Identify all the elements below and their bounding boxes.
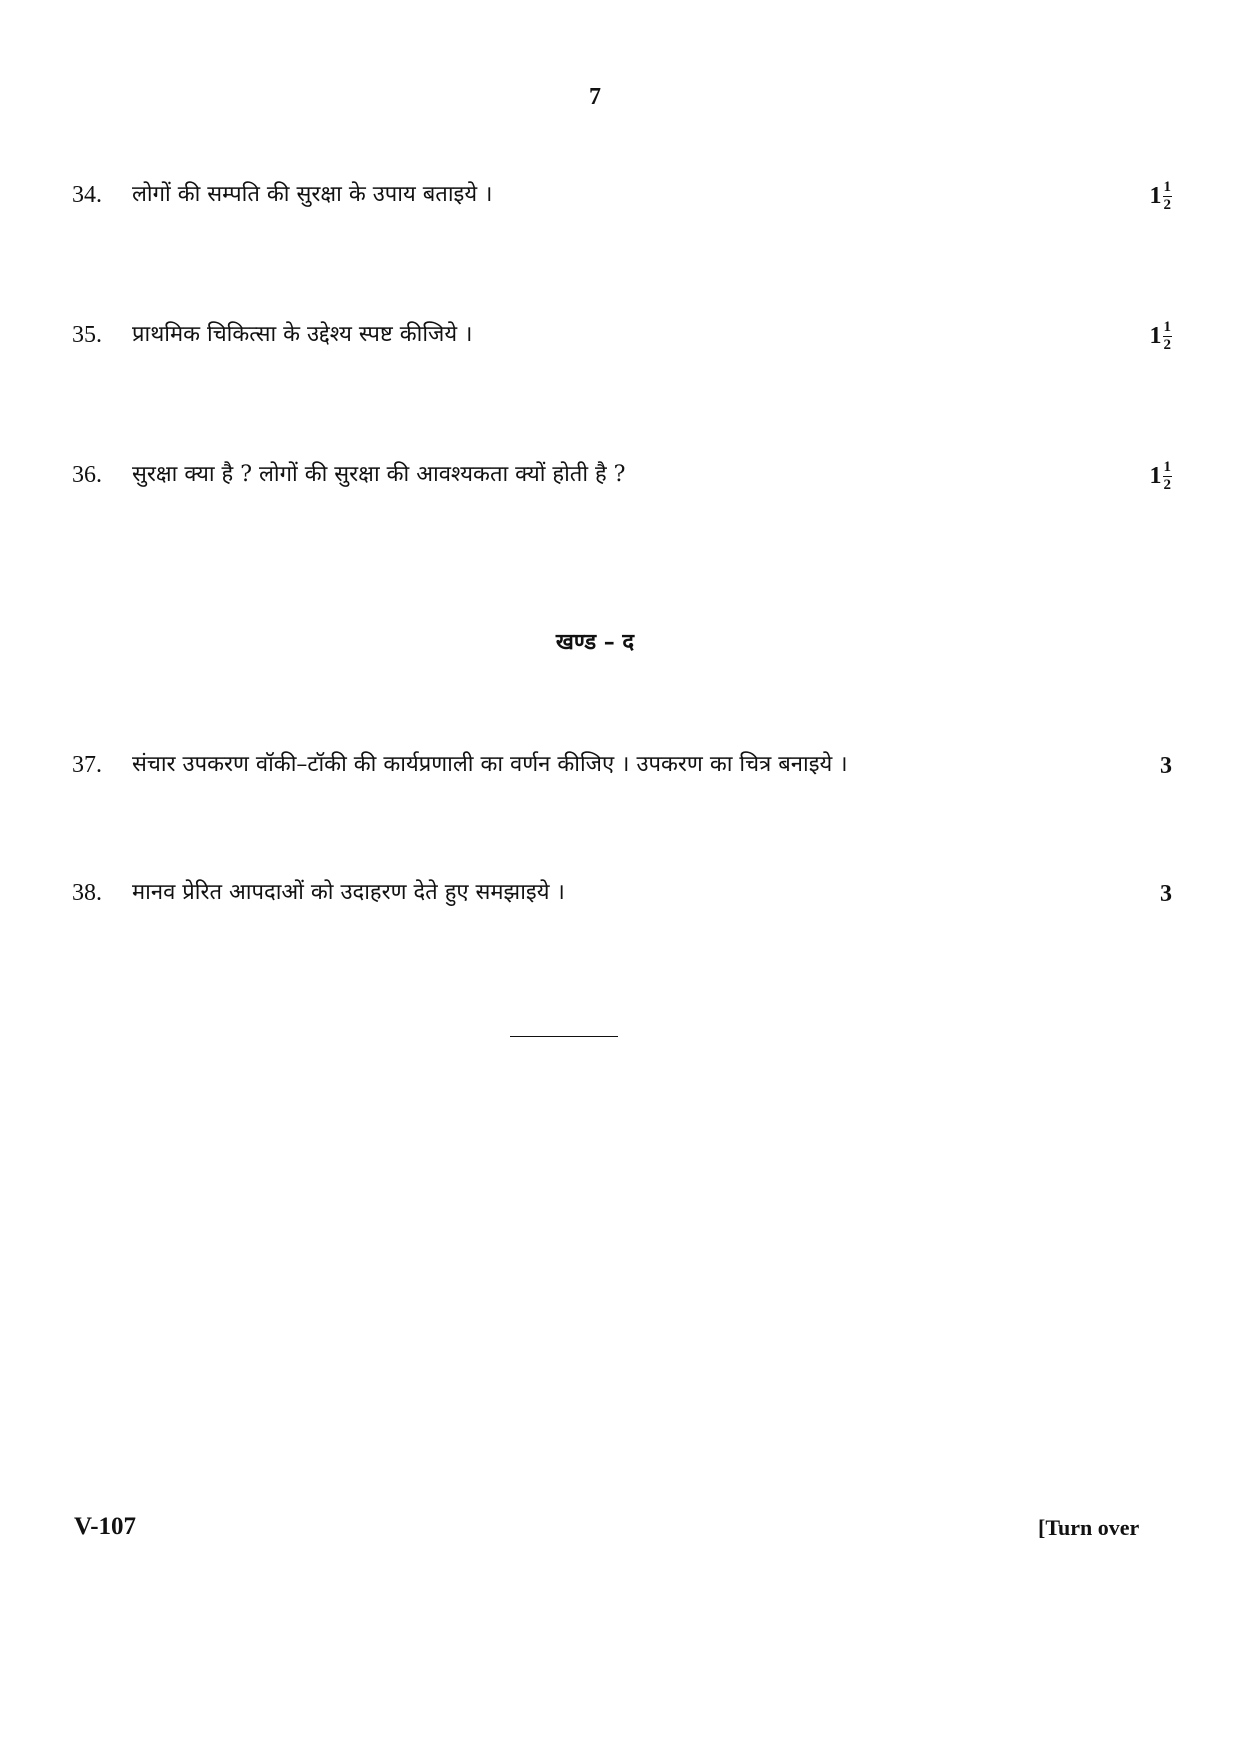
question-36: [72, 454, 1172, 498]
question-marks: [1150, 174, 1173, 218]
page-number: 7: [589, 84, 601, 110]
question-marks: [1160, 744, 1172, 788]
paper-code: V-107: [74, 1513, 137, 1540]
question-38: [72, 872, 1172, 916]
question-text: प्राथमिक चिकित्सा के उद्देश्य स्पष्ट कीजिये ।: [132, 322, 473, 347]
marks-fraction: [1163, 460, 1173, 493]
question-35: [72, 314, 1172, 358]
question-number: 36.: [72, 462, 102, 488]
question-number: 37.: [72, 752, 102, 778]
fraction-denominator: 2: [1163, 196, 1171, 213]
question-number: 35.: [72, 322, 102, 348]
question-34: [72, 174, 1172, 218]
question-marks: [1150, 454, 1173, 498]
question-text: लोगों की सम्पति की सुरक्षा के उपाय बताइये ।: [132, 182, 493, 207]
fraction-numerator: 1: [1163, 178, 1171, 195]
question-number: 38.: [72, 880, 102, 906]
question-marks: [1160, 872, 1172, 916]
fraction-numerator: 1: [1163, 458, 1171, 475]
fraction-denominator: 2: [1163, 336, 1171, 353]
marks-whole: 3: [1160, 881, 1172, 907]
fraction-numerator: 1: [1163, 318, 1171, 335]
marks-fraction: [1163, 180, 1173, 213]
question-text: संचार उपकरण वॉकी–टॉकी की कार्यप्रणाली का वर्णन कीजिए । उपकरण का चित्र बनाइये ।: [132, 752, 848, 777]
question-text: मानव प्रेरित आपदाओं को उदाहरण देते हुए समझाइये ।: [132, 880, 565, 905]
question-37: [72, 744, 1172, 788]
marks-fraction: [1163, 320, 1173, 353]
section-heading: खण्ड – द: [555, 629, 635, 655]
question-number: 34.: [72, 182, 102, 208]
marks-whole: 1: [1149, 463, 1162, 489]
marks-whole: 1: [1149, 183, 1162, 209]
turn-over-note: [Turn over: [1038, 1515, 1140, 1540]
marks-whole: 1: [1149, 323, 1162, 349]
question-text: सुरक्षा क्या है ? लोगों की सुरक्षा की आवश्यकता क्यों होती है ?: [132, 462, 626, 487]
end-divider: [510, 1036, 618, 1037]
question-marks: [1150, 314, 1173, 358]
marks-whole: 3: [1160, 753, 1172, 779]
fraction-denominator: 2: [1163, 476, 1171, 493]
